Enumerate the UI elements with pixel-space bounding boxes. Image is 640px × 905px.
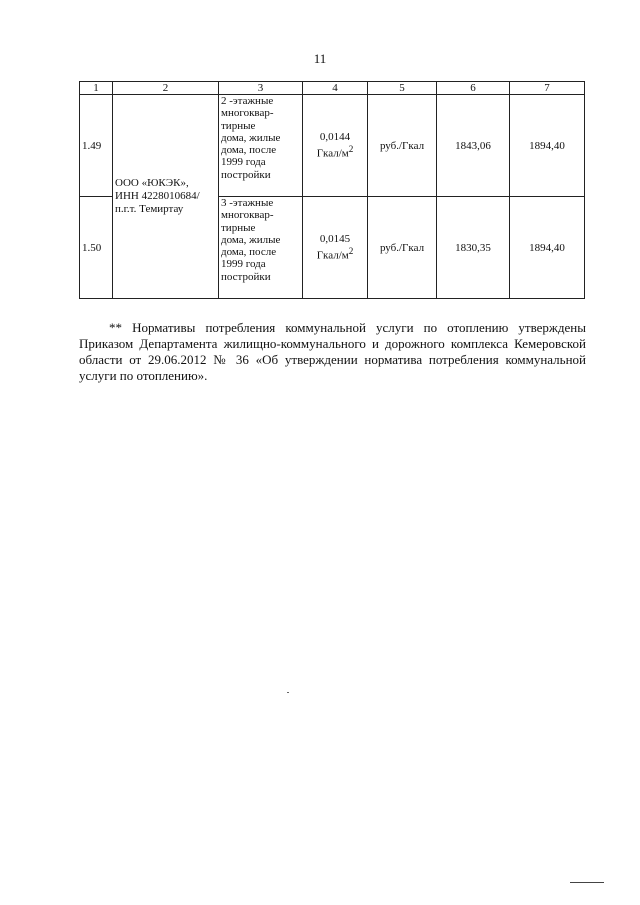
building-type-line: постройки: [221, 270, 271, 283]
table-header-cell: 2: [113, 82, 219, 95]
price-cell: 1894,40: [510, 95, 585, 197]
organization-cell: [113, 95, 219, 299]
building-type-line: 1999 года: [221, 258, 266, 271]
building-type-line: 3 -этажные: [221, 197, 274, 209]
building-type-line: дома, жилые: [221, 131, 281, 144]
building-type-line: тирные: [221, 221, 256, 234]
row-number: 1.50: [80, 197, 113, 299]
building-type-line: 2 -этажные: [221, 95, 274, 107]
table-header-cell: 7: [510, 82, 585, 95]
building-type-line: постройки: [221, 168, 271, 181]
table-header-cell: 1: [80, 82, 113, 95]
table-header-cell: 3: [219, 82, 303, 95]
tariff-table: [79, 81, 585, 299]
unit-cell: руб./Гкал: [368, 95, 437, 197]
organization-line: п.г.т. Темиртау: [115, 203, 184, 215]
building-type-cell: [219, 95, 303, 197]
unit-cell: руб./Гкал: [368, 197, 437, 299]
table-header-cell: 6: [437, 82, 510, 95]
row-number: 1.49: [80, 95, 113, 197]
norm-unit-exponent: 2: [348, 246, 354, 257]
building-type-line: 1999 года: [221, 156, 266, 169]
footnote: ** Нормативы потребления коммунальной услуги по отоплению утверждены Приказом Департамента жилищно-коммунального и дорожного комплекса Кемеровской области от 29.06.2012 № 36 «Об утверждении норматива потребления коммунальной услуги по отоплению».: [79, 320, 586, 383]
scan-speck: [287, 692, 289, 693]
table-header-row: [80, 82, 585, 95]
organization-line: ООО «ЮКЭК»,: [115, 177, 189, 189]
building-type-line: многоквар-: [221, 209, 274, 222]
price-cell: 1843,06: [437, 95, 510, 197]
table-row: [80, 95, 585, 197]
organization-line: ИНН 4228010684/: [115, 190, 200, 202]
norm-unit: Гкал/м: [316, 147, 349, 160]
building-type-line: тирные: [221, 119, 256, 132]
norm-cell: [303, 197, 368, 299]
footer-rule: [570, 882, 604, 883]
norm-value: 0,0145: [319, 233, 351, 246]
building-type-line: дома, после: [221, 144, 277, 157]
building-type-line: многоквар-: [221, 107, 274, 120]
price-cell: 1894,40: [510, 197, 585, 299]
table-header-cell: 5: [368, 82, 437, 95]
page-number: 11: [313, 51, 327, 66]
table-header-cell: 4: [303, 82, 368, 95]
norm-cell: [303, 95, 368, 197]
norm-unit: Гкал/м: [316, 249, 349, 262]
price-cell: 1830,35: [437, 197, 510, 299]
norm-value: 0,0144: [319, 131, 351, 144]
building-type-cell: [219, 197, 303, 299]
building-type-line: дома, после: [221, 246, 277, 259]
norm-unit-exponent: 2: [348, 144, 354, 155]
building-type-line: дома, жилые: [221, 233, 281, 246]
